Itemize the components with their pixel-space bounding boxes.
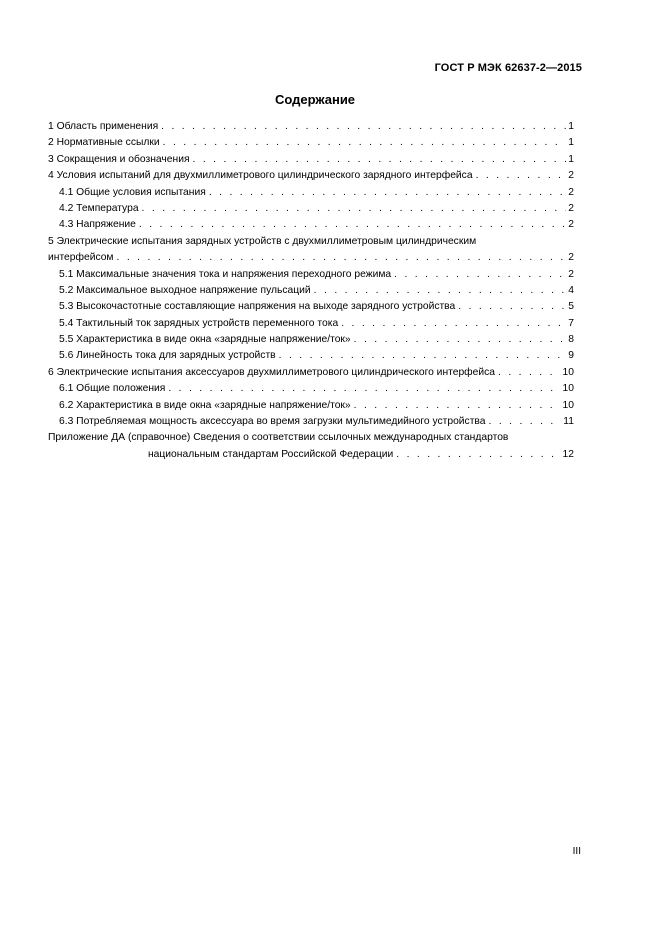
page-number: III: [572, 846, 581, 857]
toc-entry[interactable]: [48, 234, 574, 267]
toc-entry-page: 10: [562, 383, 574, 395]
toc-entry-title: 4 Условия испытаний для двухмиллиметрового цилиндрического зарядного интерфейса: [48, 170, 473, 182]
toc-entry-title-line1: 5 Электрические испытания зарядных устройств с двухмиллиметровым цилиндрическим: [48, 235, 477, 247]
toc-entry[interactable]: [48, 414, 574, 430]
toc-leader-dots: [396, 447, 560, 463]
toc-leader-dots: [354, 398, 561, 414]
document-code: ГОСТ Р МЭК 62637-2—2015: [434, 62, 582, 74]
toc-entry[interactable]: [48, 267, 574, 283]
toc-entry[interactable]: [48, 365, 574, 381]
toc-entry[interactable]: [48, 152, 574, 168]
toc-entry-title: интерфейсом: [48, 252, 114, 264]
toc-entry[interactable]: [48, 381, 574, 397]
toc-leader-dots: [458, 299, 566, 315]
toc-entry[interactable]: [48, 135, 574, 151]
toc-entry-title: 6.1 Общие положения: [59, 383, 166, 395]
toc-entry-title: 5.2 Максимальное выходное напряжение пульсаций: [59, 284, 311, 296]
toc-entry[interactable]: [48, 217, 574, 233]
toc-entry-page: 5: [568, 301, 574, 313]
toc-entry[interactable]: [48, 185, 574, 201]
toc-entry-page: 10: [562, 399, 574, 411]
toc-entry-page: 1: [568, 137, 574, 149]
toc-entry-title: 5.4 Тактильный ток зарядных устройств переменного тока: [59, 317, 339, 329]
toc-leader-dots: [209, 185, 566, 201]
toc-entry-title: 5.3 Высокочастотные составляющие напряжения на выходе зарядного устройства: [59, 301, 456, 313]
toc-entry[interactable]: [48, 430, 574, 463]
toc-entry[interactable]: [48, 201, 574, 217]
toc-entry-title: 1 Область применения: [48, 121, 159, 132]
toc-entry-title: 3 Сокращения и обозначения: [48, 153, 190, 165]
toc-entry[interactable]: [48, 348, 574, 364]
toc-entry-page: 9: [568, 350, 574, 362]
toc-entry-page: 10: [562, 366, 574, 378]
toc-entry-title: 2 Нормативные ссылки: [48, 137, 160, 149]
toc-entry-page: 11: [563, 416, 574, 428]
toc-entry[interactable]: [48, 398, 574, 414]
toc-entry-title: 5.5 Характеристика в виде окна «зарядные напряжение/ток»: [59, 334, 351, 346]
toc-leader-dots: [354, 332, 567, 348]
toc-entry-title: 5.6 Линейность тока для зарядных устройств: [59, 350, 276, 362]
toc-leader-dots: [341, 316, 566, 332]
toc-entry-title: 5.1 Максимальные значения тока и напряжения переходного режима: [59, 268, 392, 280]
toc-leader-dots: [394, 267, 566, 283]
toc-entry-page: 8: [568, 334, 574, 346]
toc-entry-page: 2: [568, 219, 574, 231]
toc-leader-dots: [489, 414, 562, 430]
toc-entry[interactable]: [48, 332, 574, 348]
table-of-contents: [48, 119, 574, 463]
toc-leader-dots: [142, 201, 567, 217]
toc-entry-title: 4.1 Общие условия испытания: [59, 186, 206, 198]
toc-leader-dots: [139, 217, 566, 233]
toc-entry-page: 4: [568, 284, 574, 296]
toc-entry-page: 1: [568, 153, 574, 165]
toc-entry-title: 6 Электрические испытания аксессуаров двухмиллиметрового цилиндрического интерфейса: [48, 366, 496, 378]
toc-entry-title: 4.3 Напряжение: [59, 219, 136, 231]
toc-entry-page: 7: [568, 317, 574, 329]
toc-entry[interactable]: [48, 316, 574, 332]
toc-entry-page: 2: [568, 170, 574, 182]
toc-entry-title-line1: Приложение ДА (справочное) Сведения о соответствии ссылочных международных стандартов: [48, 432, 509, 444]
toc-entry[interactable]: [48, 168, 574, 184]
toc-leader-dots: [193, 152, 567, 168]
toc-entry-title: 4.2 Температура: [59, 202, 139, 214]
toc-entry-page: 12: [562, 448, 574, 460]
toc-leader-dots: [168, 381, 560, 397]
toc-entry-page: 2: [568, 202, 574, 214]
toc-entry[interactable]: [48, 283, 574, 299]
toc-entry-page: 2: [568, 186, 574, 198]
toc-entry-page: 1: [568, 121, 574, 132]
toc-leader-dots: [161, 119, 566, 135]
toc-entry[interactable]: [48, 299, 574, 315]
toc-leader-dots: [476, 168, 567, 184]
toc-leader-dots: [279, 348, 567, 364]
toc-entry-page: 2: [568, 252, 574, 264]
toc-leader-dots: [117, 250, 567, 266]
toc-leader-dots: [163, 135, 567, 151]
toc-entry-page: 2: [568, 268, 574, 280]
toc-entry-title: национальным стандартам Российской Федерации: [148, 448, 394, 460]
toc-entry[interactable]: [48, 119, 574, 135]
toc-leader-dots: [314, 283, 567, 299]
toc-entry-title: 6.2 Характеристика в виде окна «зарядные напряжение/ток»: [59, 399, 351, 411]
toc-leader-dots: [498, 365, 561, 381]
toc-entry-title: 6.3 Потребляемая мощность аксессуара во время загрузки мультимедийного устройства: [59, 416, 486, 428]
toc-title: Содержание: [274, 92, 356, 107]
